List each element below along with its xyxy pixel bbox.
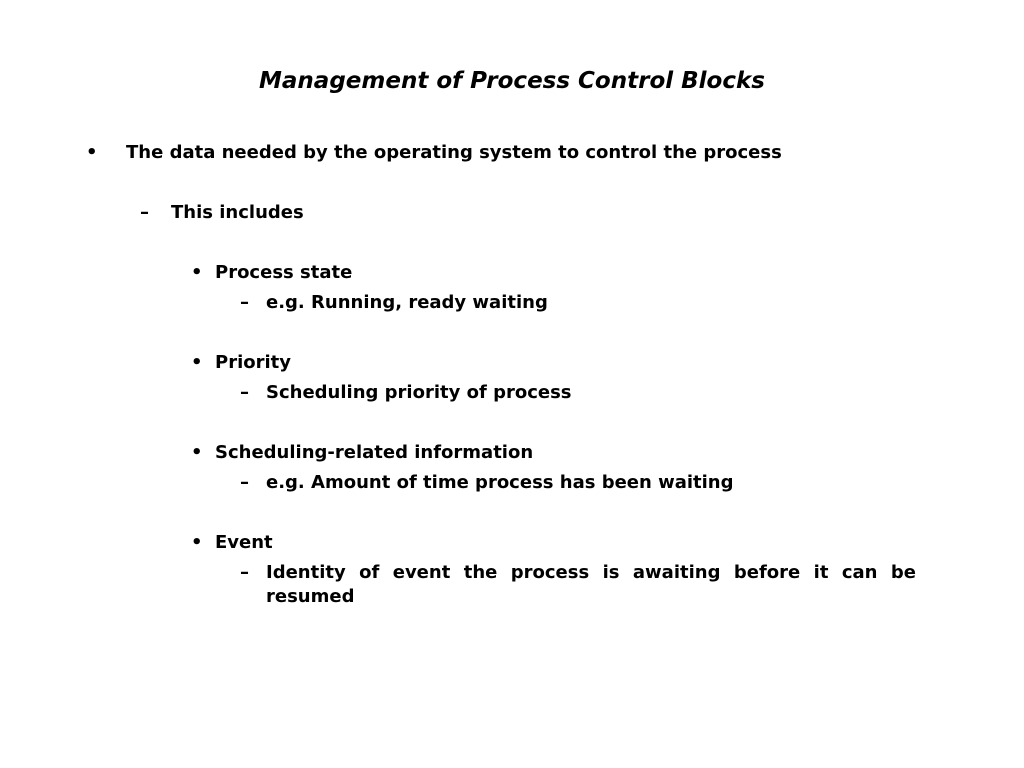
- item-detail-priority: Scheduling priority of process: [266, 382, 572, 403]
- item-bullet: •: [191, 442, 203, 463]
- item-bullet: •: [191, 352, 203, 373]
- slide-title: Management of Process Control Blocks: [259, 68, 765, 94]
- item-detail-dash: –: [240, 472, 249, 493]
- item-label-event: Event: [215, 532, 273, 553]
- item-detail-dash: –: [240, 292, 249, 313]
- level1-text: The data needed by the operating system to control the process: [126, 142, 782, 163]
- item-label-process-state: Process state: [215, 262, 353, 283]
- item-detail-dash: –: [240, 562, 249, 583]
- item-label-priority: Priority: [215, 352, 291, 373]
- item-detail-process-state: e.g. Running, ready waiting: [266, 292, 548, 313]
- item-detail-dash: –: [240, 382, 249, 403]
- level1-bullet: •: [86, 142, 98, 163]
- item-detail-scheduling-info: e.g. Amount of time process has been waiting: [266, 472, 734, 493]
- item-detail-event: Identity of event the process is awaiting before it can be resumed: [266, 562, 916, 607]
- item-bullet: •: [191, 532, 203, 553]
- level2-text: This includes: [171, 202, 304, 223]
- level2-dash: –: [140, 202, 149, 223]
- item-label-scheduling-info: Scheduling-related information: [215, 442, 534, 463]
- item-bullet: •: [191, 262, 203, 283]
